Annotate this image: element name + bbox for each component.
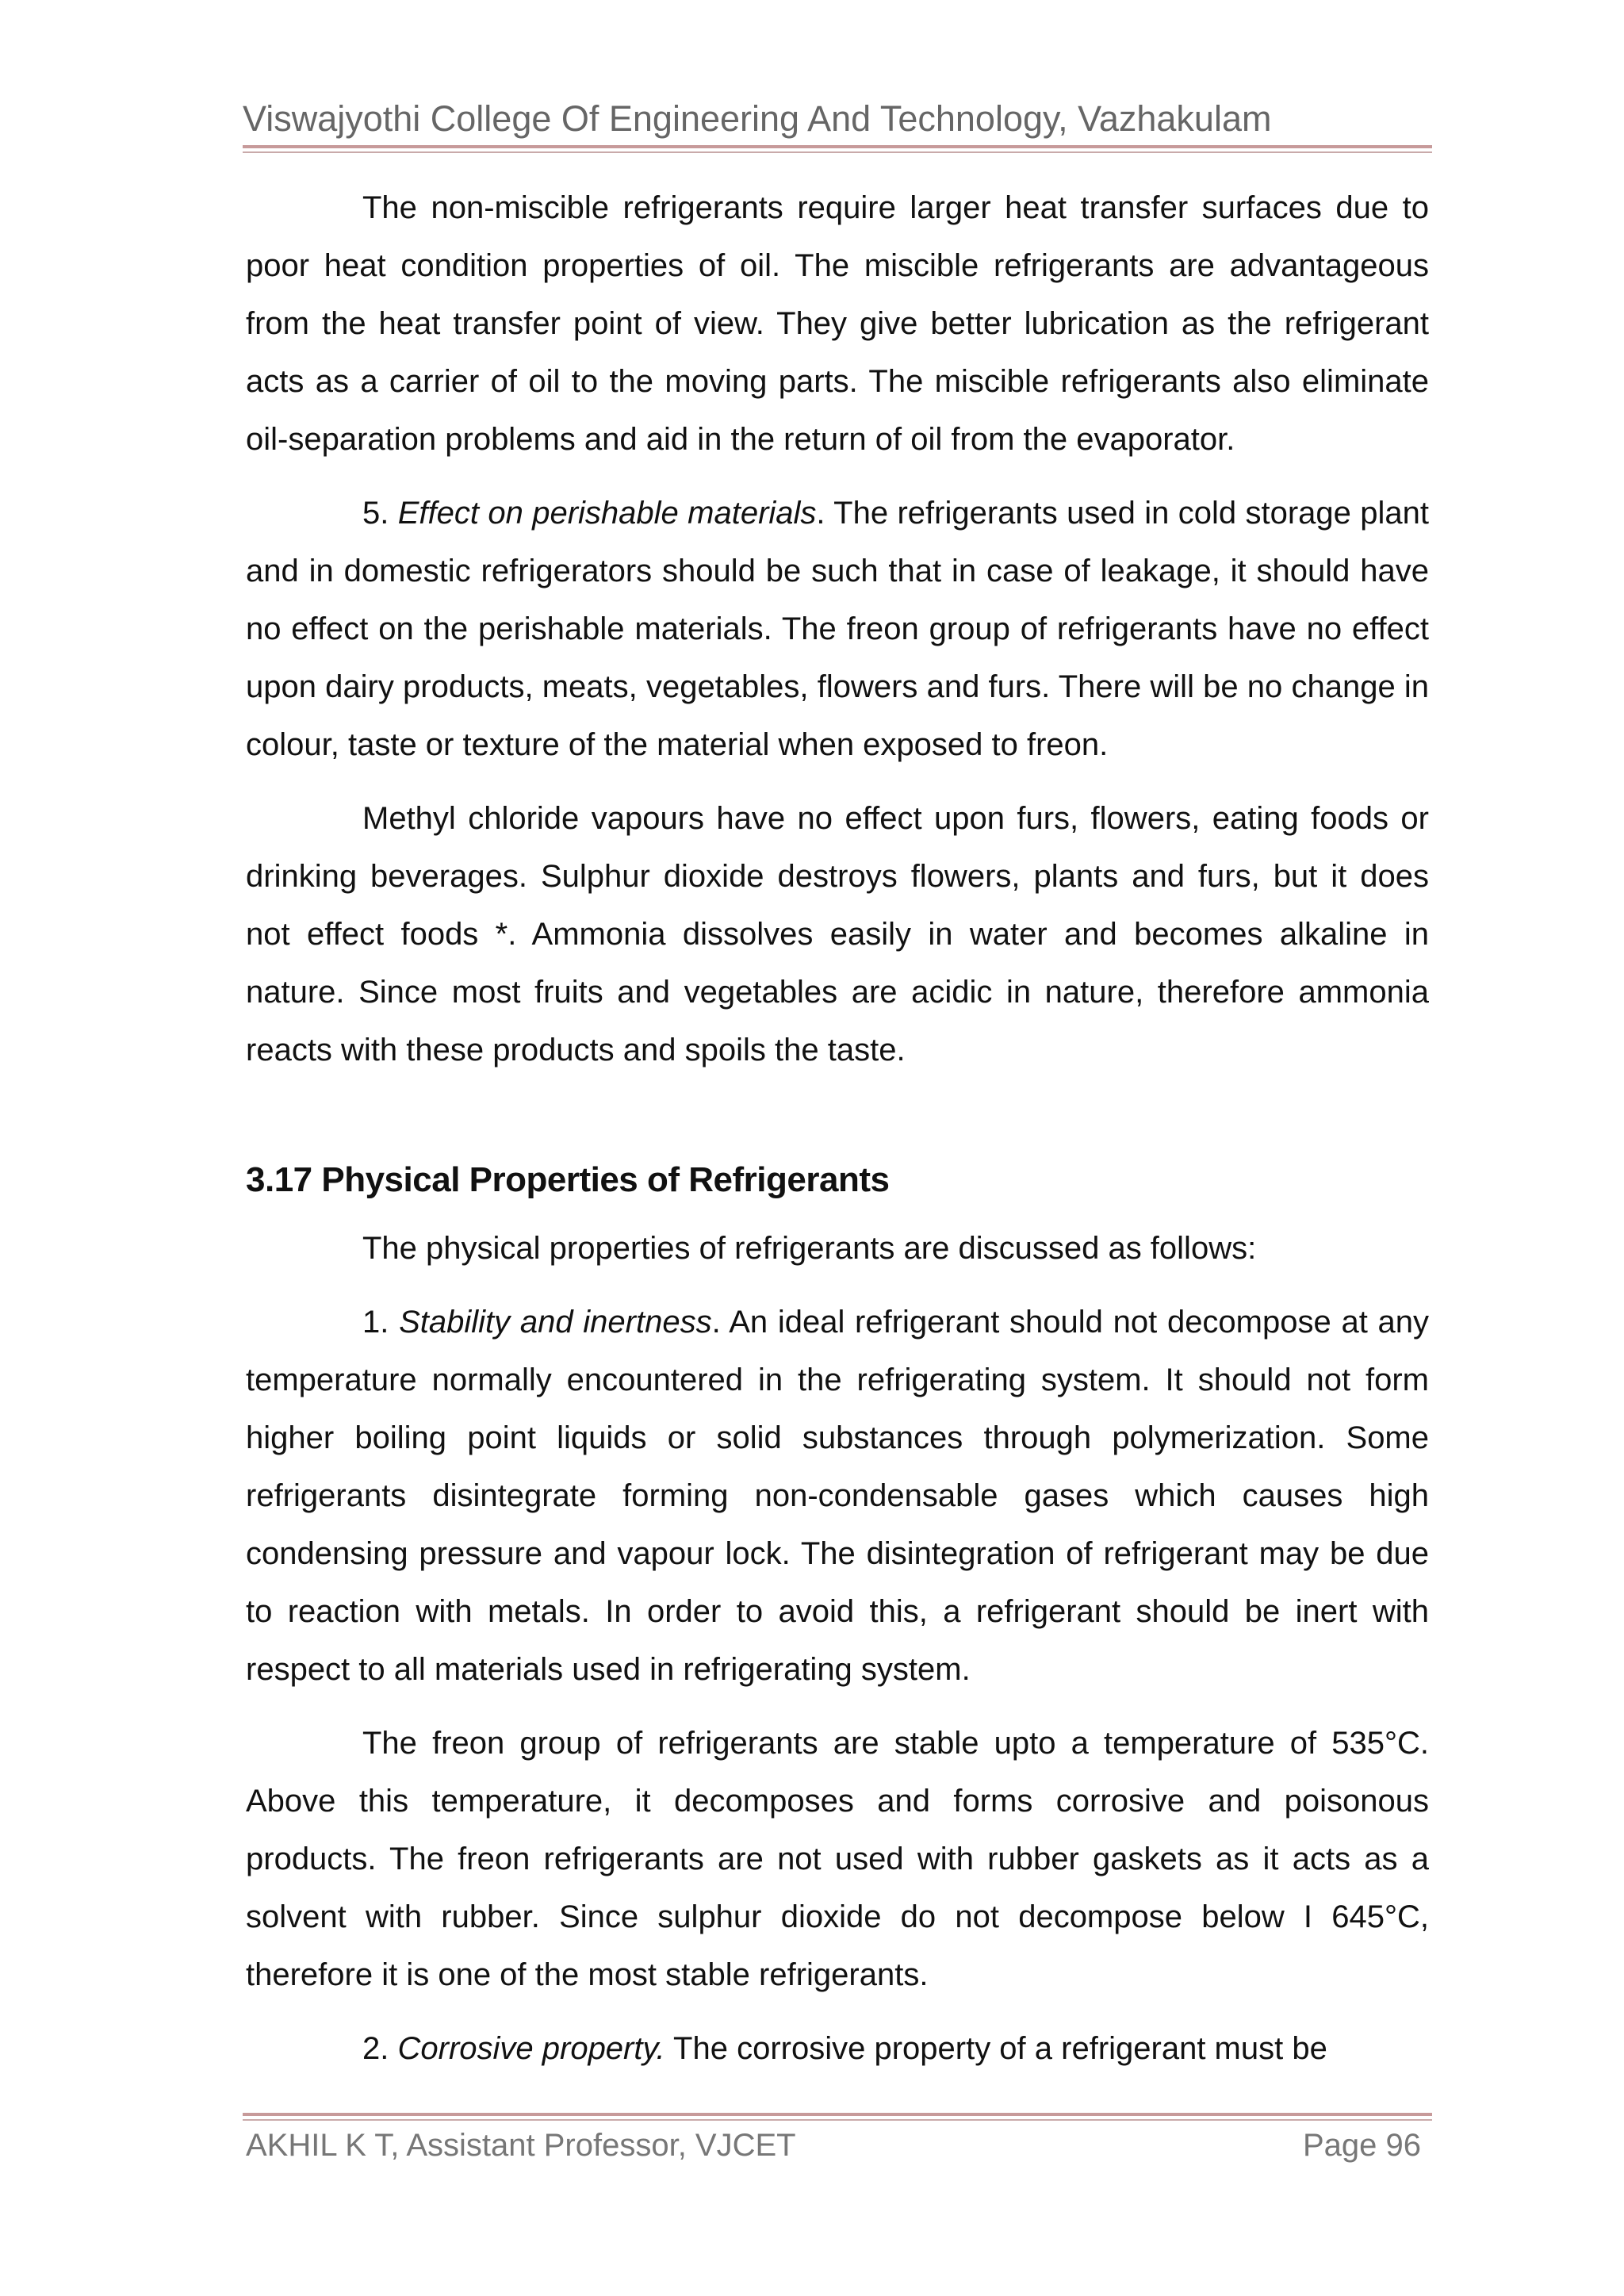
paragraph-perishable [246, 485, 1429, 774]
header-title: Viswajyothi College Of Engineering And Technology, Vazhakulam [243, 98, 1272, 139]
section-spacer [246, 1095, 1429, 1151]
item-text: . The refrigerants used in cold storage plant and in domestic refrigerators should be such that in case of leakage, it should have no effect on the perishable materials. The freon group of refrigerants have no effect upon dairy products, meats, vegetables, flowers and furs. There will be no change in colour, taste or texture of the material when exposed to freon. [246, 496, 1429, 762]
item-term: Stability and inertness [399, 1305, 712, 1340]
paragraph-intro: The physical properties of refrigerants are discussed as follows: [362, 1231, 1257, 1266]
item-number: 2. [362, 2031, 389, 2066]
footer-rule-thin [243, 2119, 1432, 2121]
item-text: The corrosive property of a refrigerant must be [665, 2031, 1327, 2066]
paragraph-stability [246, 1294, 1429, 1699]
paragraph-freon-stability: The freon group of refrigerants are stable upto a temperature of 535°C. Above this temperature, it decomposes and forms corrosive and poisonous products. The freon refrigerants are not used with rubber gaskets as it acts as a solvent with rubber. Since sulphur dioxide do not decompose below I 645°C, therefore it is one of the most stable refrigerants. [246, 1726, 1429, 1992]
footer-rule [243, 2113, 1432, 2116]
section-heading: 3.17 Physical Properties of Refrigerants [246, 1160, 890, 1199]
footer-author: AKHIL K T, Assistant Professor, VJCET [246, 2128, 796, 2163]
paragraph-corrosive [246, 2020, 1429, 2078]
item-text: . An ideal refrigerant should not decompose at any temperature normally encountered in the refrigerating system. It should not form higher boiling point liquids or solid substances through polymerization. Some refrigerants disintegrate forming non-condensable gases which causes high condensing pressure and vapour lock. The disintegration of refrigerant may be due to reaction with metals. In order to avoid this, a refrigerant should be inert with respect to all materials used in refrigerating system. [246, 1305, 1430, 1687]
page-number: Page 96 [1302, 2128, 1421, 2163]
item-term: Corrosive property. [397, 2031, 665, 2066]
header-rule-thin [243, 151, 1432, 153]
item-term: Effect on perishable materials [397, 496, 817, 531]
body-content [246, 179, 1429, 2094]
item-number: 5. [362, 496, 389, 531]
header-rule [243, 145, 1432, 148]
paragraph-miscible: The non-miscible refrigerants require larger heat transfer surfaces due to poor heat condition properties of oil. The miscible refrigerants are advantageous from the heat transfer point of view. They give better lubrication as the refrigerant acts as a carrier of oil to the moving parts. The miscible refrigerants also eliminate oil-separation problems and aid in the return of oil from the evaporator. [246, 190, 1429, 457]
paragraph-methyl-chloride: Methyl chloride vapours have no effect upon furs, flowers, eating foods or drinking beverages. Sulphur dioxide destroys flowers, plants and furs, but it does not effect foods *. Ammonia dissolves easily in water and becomes alkaline in nature. Since most fruits and vegetables are acidic in nature, therefore ammonia reacts with these products and spoils the taste. [246, 801, 1429, 1068]
item-number: 1. [362, 1305, 389, 1340]
